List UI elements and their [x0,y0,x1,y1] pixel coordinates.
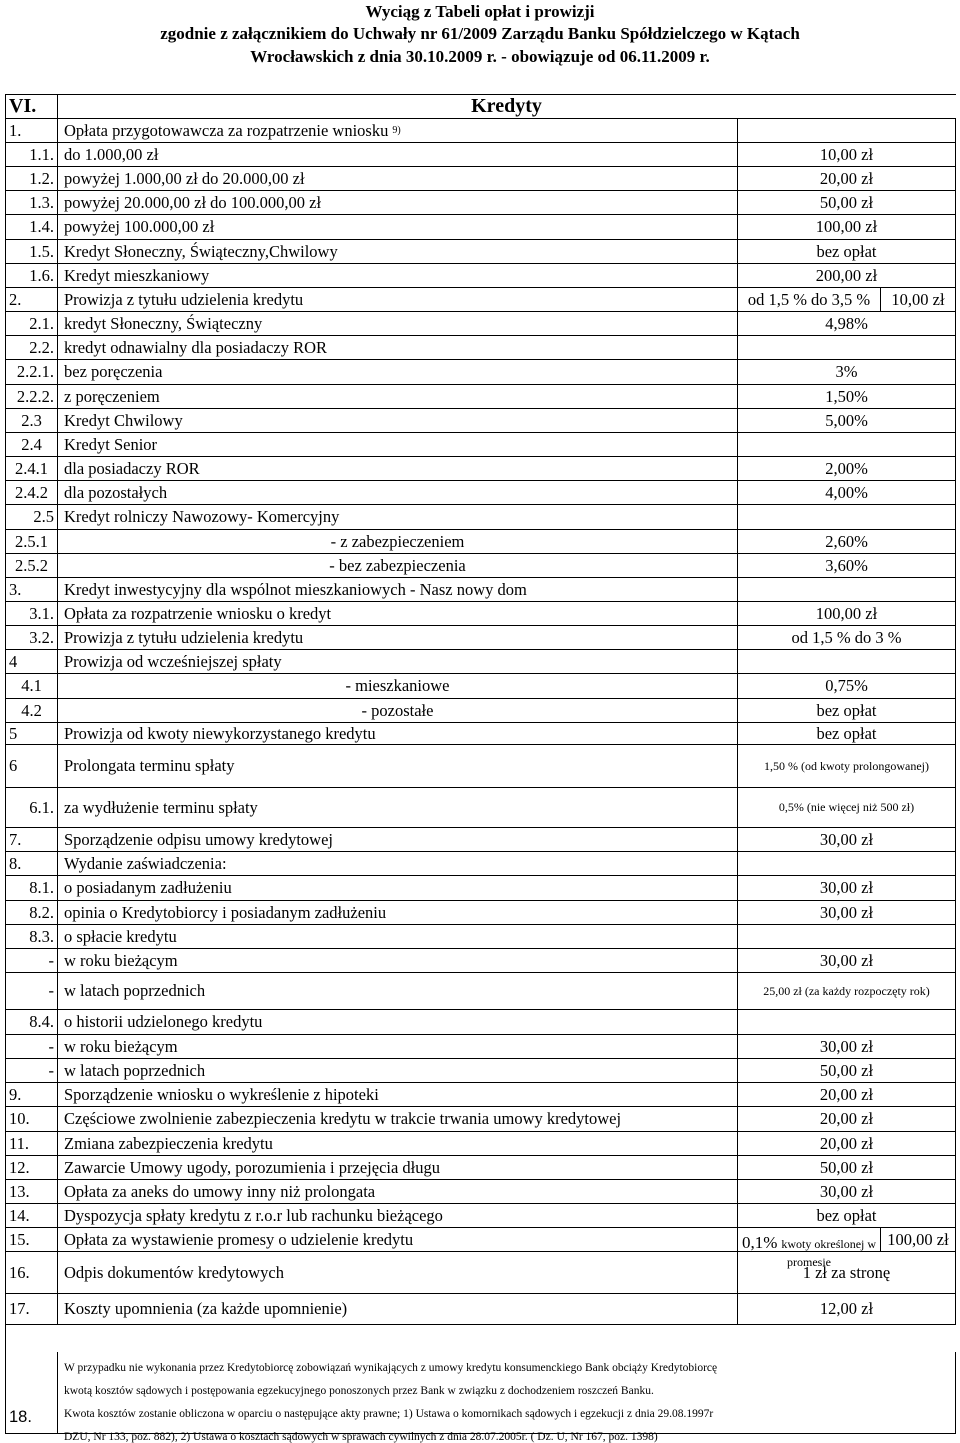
row-number: 1. [6,119,58,142]
row-number: - [6,973,58,1009]
description-text: Opłata za wystawienie promesy o udzielenie kredytu [64,1229,414,1249]
row-value: 5,00% [738,409,956,432]
row-value: 2,60% [738,530,956,553]
table-row [6,1107,956,1132]
row-number: - [6,1059,58,1082]
table-row [6,191,956,215]
table-row [6,360,956,385]
row-description [58,1083,738,1106]
row-description [58,1204,738,1227]
description-text: - z zabezpieczeniem [330,531,465,551]
row-value [738,433,956,456]
row-description [58,1010,738,1034]
header-subtitle: zgodnie z załącznikiem do Uchwały nr 61/2009 Zarządu Banku Spółdzielczego w Kątach [160,24,800,43]
row-number: 8. [6,852,58,875]
note-line: kwotą kosztów sądowych i postępowania egzekucyjnego ponoszonych przez Bank w związku z dochodzeniem roszczeń Banku. [64,1385,654,1397]
description-text: Kredyt inwestycyjny dla wspólnot mieszkaniowych - Nasz nowy dom [64,579,527,599]
row-number: 2.4.1 [6,457,58,480]
section-title: Kredyty [471,95,542,117]
row-number: 1.6. [6,264,58,287]
note-line: DZU, Nr 133, poz. 882), 2) Ustawa o kosztach sądowych w sprawach cywilnych z dnia 28.07.2005r. ( Dz. U, Nr 167, poz. 1398) [64,1431,658,1443]
description-text: Zmiana zabezpieczenia kredytu [64,1133,273,1153]
section-number: VI. [6,95,58,118]
table-row [6,901,956,925]
note-line: W przypadku nie wykonania przez Kredytobiorcę zobowiązań wynikających z umowy kredytu konsumenckiego Bank obciąży Kredytobiorcę [64,1362,718,1374]
description-text: Częściowe zwolnienie zabezpieczenia kredytu w trakcie trwania umowy kredytowej [64,1109,622,1128]
table-row [6,215,956,240]
row-number: 15. [6,1228,58,1251]
row-value [738,505,956,529]
description-text: kredyt Słoneczny, Świąteczny [64,313,263,333]
table-row [6,167,956,191]
row-value: 50,00 zł [738,1156,956,1179]
row-value: 30,00 zł [738,828,956,851]
table-row-18 [6,1352,956,1443]
row-number: 6 [6,745,58,787]
row-value: 30,00 zł [738,901,956,924]
row-value: 0,5% (nie więcej niż 500 zł) [738,788,956,827]
row-number: 3.2. [6,626,58,649]
row-number: 8.2. [6,901,58,924]
row-description [58,1294,738,1324]
row-value [738,578,956,601]
row-value [738,336,956,359]
table-row [6,745,956,788]
row-description [58,554,738,577]
row-description [58,1059,738,1082]
table-row [6,288,956,312]
row-number: 2.5 [6,505,58,529]
row-number: 2.3 [6,409,58,432]
table-row [6,143,956,167]
row-value: 20,00 zł [738,167,956,190]
table-row [6,674,956,699]
description-text: Prowizja z tytułu udzielenia kredytu [64,289,304,309]
row-number: 12. [6,1156,58,1179]
row-description [58,457,738,480]
description-text: o posiadanym zadłużeniu [64,878,232,897]
description-text: Kredyt Senior [64,434,158,454]
description-text: o historii udzielonego kredytu [64,1012,263,1031]
row-number: 1.5. [6,240,58,263]
row-description [58,143,738,166]
row-value: 1,50 % (od kwoty prolongowanej) [738,745,956,787]
description-text: Sporządzenie odpisu umowy kredytowej [64,829,333,849]
table-row [6,1180,956,1204]
row-number: 16. [6,1252,58,1293]
row-number: 8.1. [6,876,58,900]
row-description [58,723,738,744]
row-value: 12,00 zł [738,1294,956,1324]
row-description [58,336,738,359]
description-text: w latach poprzednich [64,981,206,1000]
description-text: kredyt odnawialny dla posiadaczy ROR [64,337,328,357]
row-value: od 1,5 % do 3 % [738,626,956,649]
table-row [6,699,956,723]
row-number: 1.4. [6,215,58,239]
row-description [58,699,738,722]
row-number: 2.5.2 [6,554,58,577]
description-text: Prolongata terminu spłaty [64,756,235,775]
description-text: dla posiadaczy ROR [64,458,200,478]
row-number: 5 [6,723,58,744]
row-value: 3% [738,360,956,384]
row-number: 14. [6,1204,58,1227]
row-number: - [6,949,58,972]
row-value: bez opłat [738,723,956,744]
description-text: Dyspozycja spłaty kredytu z r.o.r lub rachunku bieżącego [64,1205,443,1225]
row-description [58,650,738,673]
header-date-line: Wrocławskich z dnia 30.10.2009 r. - obowiązuje od 06.11.2009 r. [250,47,710,66]
description-text: do 1.000,00 zł [64,144,159,164]
row-description [58,626,738,649]
table-row [6,505,956,530]
table-row [6,1035,956,1059]
row-value [738,1010,956,1034]
description-text: Opłata za aneks do umowy inny niż prolongata [64,1181,376,1201]
table-row [6,119,956,143]
description-text: w roku bieżącym [64,950,178,970]
description-text: Zawarcie Umowy ugody, porozumienia i przejęcia długu [64,1157,441,1177]
description-text: - pozostałe [361,700,434,720]
row-description [58,876,738,900]
row-number: 6.1. [6,788,58,827]
table-row [6,925,956,949]
row-number: 2.1. [6,312,58,335]
row-value: 50,00 zł [738,191,956,214]
row-description [58,1107,738,1131]
description-text: opinia o Kredytobiorcy i posiadanym zadłużeniu [64,902,387,922]
row-number: 8.3. [6,925,58,948]
row-description [58,828,738,851]
table-row [6,828,956,852]
table-row [6,554,956,578]
section-row [6,95,956,119]
row-description [58,1132,738,1155]
description-text: powyżej 20.000,00 zł do 100.000,00 zł [64,192,322,212]
table-row [6,788,956,828]
row-description [58,505,738,529]
row-number: 2. [6,288,58,311]
description-text: Prowizja od wcześniejszej spłaty [64,651,282,671]
row-number: 2.5.1 [6,530,58,553]
row-number: 2.4 [6,433,58,456]
table-row [6,1156,956,1180]
row-value: 30,00 zł [738,1180,956,1203]
table-row [6,1010,956,1035]
row-number: 4.2 [6,699,58,722]
table-row [6,530,956,554]
description-text: o spłacie kredytu [64,926,177,946]
row-value: bez opłat [738,699,956,722]
table-row [6,1083,956,1107]
description-text: za wydłużenie terminu spłaty [64,797,258,817]
row-description [58,1156,738,1179]
row-description [58,788,738,827]
row-value: 4,98% [738,312,956,335]
row-description [58,602,738,625]
value-note: kwoty określonej w promesie [781,1237,877,1269]
description-text: Prowizja od kwoty niewykorzystanego kredytu [64,723,376,743]
row-number: 18. [6,1352,58,1433]
description-text: Kredyt rolniczy Nawozowy- Komercyjny [64,507,340,526]
description-text: Prowizja z tytułu udzielenia kredytu [64,627,304,647]
table-row [6,1294,956,1325]
row-value: 3,60% [738,554,956,577]
row-description [58,360,738,384]
row-number: - [6,1035,58,1058]
row-18-note [58,1352,956,1443]
row-description [58,264,738,287]
description-text: Odpis dokumentów kredytowych [64,1262,284,1282]
row-value [738,650,956,673]
table-row [6,650,956,674]
row-description [58,1035,738,1058]
row-description [58,578,738,601]
description-text: Kredyt mieszkaniowy [64,265,210,285]
row-number: 11. [6,1132,58,1155]
table-row [6,457,956,481]
row-number: 1.2. [6,167,58,190]
row-value: 20,00 zł [738,1132,956,1155]
description-text: bez poręczenia [64,362,163,381]
row-description [58,215,738,239]
row-value: 30,00 zł [738,876,956,900]
table-row [6,240,956,264]
table-row [6,264,956,288]
row-value: 20,00 zł [738,1083,956,1106]
row-value: 100,00 zł [738,602,956,625]
row-value: 10,00 zł [738,143,956,166]
row-number: 10. [6,1107,58,1131]
row-value: 1 zł za stronę [738,1252,956,1293]
row-description [58,925,738,948]
row-description [58,191,738,214]
row-number: 8.4. [6,1010,58,1034]
row-number: 3. [6,578,58,601]
row-number: 2.2.1. [6,360,58,384]
table-row [6,409,956,433]
row-value: od 1,5 % do 3,5 % [738,288,881,311]
table-row [6,602,956,626]
row-value: bez opłat [738,1204,956,1227]
description-text: Kredyt Chwilowy [64,410,183,430]
row-number: 2.2.2. [6,385,58,408]
row-description [58,745,738,787]
description-text: Sporządzenie wniosku o wykreślenie z hipoteki [64,1084,379,1104]
table-row [6,312,956,336]
row-value: 2,00% [738,457,956,480]
row-extra-value: 100,00 zł [881,1228,956,1251]
description-text: w roku bieżącym [64,1036,178,1056]
row-description [58,481,738,504]
table-row [6,852,956,876]
row-value: 20,00 zł [738,1107,956,1131]
value-percent: 0,1% [741,1233,778,1252]
row-value: 4,00% [738,481,956,504]
table-row [6,578,956,602]
row-description [58,530,738,553]
row-description [58,119,738,142]
description-text: powyżej 1.000,00 zł do 20.000,00 zł [64,168,305,188]
row-number: 1.1. [6,143,58,166]
row-description [58,1252,738,1293]
row-description [58,409,738,432]
table-row [6,973,956,1010]
description-text: Opłata za rozpatrzenie wniosku o kredyt [64,603,332,623]
row-number: 17. [6,1294,58,1324]
description-text: Opłata przygotowawcza za rozpatrzenie wniosku [64,120,389,140]
table-row [6,626,956,650]
description-text: Koszty upomnienia (za każde upomnienie) [64,1299,348,1318]
description-text: powyżej 100.000,00 zł [64,217,215,236]
row-description [58,973,738,1009]
row-description [58,288,738,311]
row-value: 50,00 zł [738,1059,956,1082]
description-text: - bez zabezpieczenia [329,555,466,575]
row-description [58,312,738,335]
row-description [58,852,738,875]
row-value [738,852,956,875]
table-row [6,1228,956,1269]
row-description [58,385,738,408]
row-number: 3.1. [6,602,58,625]
row-number: 13. [6,1180,58,1203]
description-text: - mieszkaniowe [345,676,450,695]
table-row [6,1132,956,1156]
row-extra-value: 10,00 zł [881,288,956,311]
table-row [6,433,956,457]
table-row [6,385,956,409]
table-row [6,1204,956,1228]
row-number: 2.4.2 [6,481,58,504]
row-description [58,949,738,972]
row-value [738,1228,881,1269]
row-number: 2.2. [6,336,58,359]
table-row [6,1252,956,1294]
row-description [58,1180,738,1203]
row-description [58,1228,738,1251]
table-row [6,723,956,745]
table-row [6,876,956,901]
row-value: 30,00 zł [738,1035,956,1058]
fee-table [5,94,956,1443]
row-description [58,433,738,456]
description-text: z poręczeniem [64,386,160,406]
table-row [6,949,956,973]
description-text: Wydanie zaświadczenia: [64,853,227,873]
row-value [738,925,956,948]
header-title: Wyciąg z Tabeli opłat i prowizji [365,2,595,21]
row-number: 7. [6,828,58,851]
note-line: Kwota kosztów zostanie obliczona w oparciu o następujące akty prawne; 1) Ustawa o komornikach sądowych i egzekucji z dnia 29.08.1997r [64,1408,714,1420]
row-number: 1.3. [6,191,58,214]
row-value: bez opłat [738,240,956,263]
row-number: 4 [6,650,58,673]
row-value: 100,00 zł [738,215,956,239]
row-value: 25,00 zł (za każdy rozpoczęty rok) [738,973,956,1009]
description-text: Kredyt Słoneczny, Świąteczny,Chwilowy [64,241,338,261]
row-value [738,119,956,142]
description-text: w latach poprzednich [64,1060,206,1080]
table-row [6,336,956,360]
row-description [58,901,738,924]
row-description [58,167,738,190]
row-description [58,674,738,698]
row-value: 0,75% [738,674,956,698]
description-text: dla pozostałych [64,482,168,502]
table-row [6,1059,956,1083]
row-value: 200,00 zł [738,264,956,287]
row-value: 30,00 zł [738,949,956,972]
footnote-ref: 9) [392,125,401,136]
row-number: 4.1 [6,674,58,698]
row-number: 9. [6,1083,58,1106]
table-row [6,481,956,505]
row-value: 1,50% [738,385,956,408]
row-description [58,240,738,263]
